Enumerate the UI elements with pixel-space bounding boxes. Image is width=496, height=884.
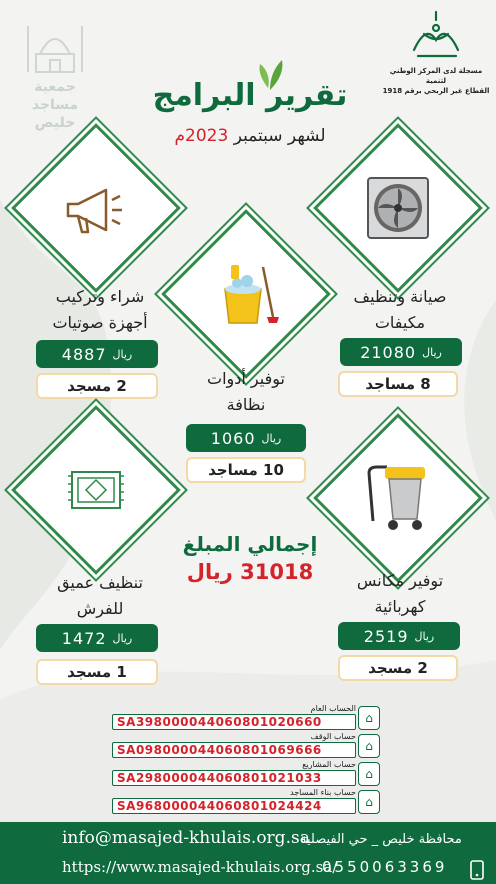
amount-currency: ريال [261,431,282,445]
total-label: إجمالي المبلغ [182,532,318,556]
bank-account-projects [112,760,380,790]
program-carpet-title-line1: تنظيف عميق [57,573,143,592]
bank-icon: ⌂ [358,706,380,730]
iban-prefix: SA [117,743,136,757]
iban-prefix: SA [117,771,136,785]
page-subtitle [130,126,370,146]
iban-field[interactable] [112,798,356,814]
program-ac-title [330,284,470,336]
program-audio-title-line1: شراء وتركيب [55,287,145,306]
program-carpet-title [30,570,170,622]
program-cleaning-mosques: 10 مساجد [186,457,306,483]
iban-number: 098000044060801069666 [135,743,322,757]
bank-account-label: حساب بناء المساجد [290,788,356,797]
program-ac-amount [340,338,462,366]
org-logo [380,10,492,96]
program-audio-mosques: 2 مسجد [36,373,158,399]
program-carpet-title-line2: للفرش [76,599,124,618]
amount-currency: ريال [414,629,435,643]
total-currency: ريال [186,560,233,584]
program-carpet-mosques: 1 مسجد [36,659,158,685]
program-vacuum-diamond [338,438,458,558]
program-vacuum-title-line1: توفير مكانس [356,571,444,590]
amount-value: 1472 [61,628,107,648]
amount-value: 21080 [360,342,417,362]
org-name-watermark-2: خليص [34,115,76,131]
program-vacuum-mosques: 2 مسجد [338,655,458,681]
carpet-icon [66,468,126,512]
bank-account-label: حساب الوقف [310,732,356,741]
program-ac-mosques: 8 مساجد [338,371,458,397]
program-audio-title-line2: أجهزة صوتيات [52,313,148,332]
program-cleaning-title [176,366,316,418]
bank-icon: ⌂ [358,734,380,758]
program-cleaning-title-line2: نظافة [226,395,266,414]
footer-website[interactable]: https://www.masajed-khulais.org.sa/ [62,858,338,876]
footer [0,822,496,884]
total-value: 31018 [240,560,314,584]
footer-phone[interactable]: 0550063369 [322,858,448,876]
iban-number: 968000044060801024424 [135,799,322,813]
program-audio-diamond [36,148,156,268]
program-vacuum-title [330,568,470,620]
iban-number: 398000044060801020660 [135,715,322,729]
bank-icon: ⌂ [358,762,380,786]
subtitle-month: لشهر سبتمبر [233,126,326,146]
bank-account-label: الحساب العام [310,704,356,713]
iban-field[interactable] [112,714,356,730]
amount-value: 4887 [61,344,107,364]
total-amount [165,560,335,584]
org-name-watermark: جمعية مساجد [31,79,79,113]
program-ac-title-line2: مكيفات [374,313,426,332]
program-audio-amount [36,340,158,368]
page-title: تقرير البرامج [152,78,348,113]
program-vacuum-title-line2: كهربائية [374,597,426,616]
bank-account-general [112,704,380,734]
iban-field[interactable] [112,770,356,786]
iban-prefix: SA [117,715,136,729]
mosque-icon [20,14,90,74]
vacuum-icon [363,463,433,533]
program-carpet-amount [36,624,158,652]
org-logo-watermark [10,14,100,131]
subtitle-year: 2023م [174,126,229,146]
iban-field[interactable] [112,742,356,758]
bank-icon: ⌂ [358,790,380,814]
phone-icon [470,860,484,880]
program-carpet-diamond [36,430,156,550]
cleaning-bucket-icon [211,261,281,327]
bank-account-label: حساب المشاريع [302,760,356,769]
amount-currency: ريال [422,345,442,359]
program-cleaning-title-line1: توفير أدوات [207,369,285,388]
bank-account-waqf [112,732,380,762]
program-ac-diamond [338,148,458,268]
megaphone-icon [60,178,132,238]
iban-prefix: SA [117,799,136,813]
amount-value: 1060 [210,428,256,448]
iban-number: 298000044060801021033 [135,771,322,785]
footer-location: محافظة خليص _ حي الفيصلية [300,832,462,847]
bank-account-building [112,788,380,818]
program-ac-title-line1: صيانة وتنظيف [353,287,447,306]
amount-currency: ريال [112,631,133,645]
registration-line-2: القطاع غير الربحي برقم 1918 [382,87,490,95]
amount-currency: ريال [112,347,133,361]
fan-icon [366,176,430,240]
program-cleaning-diamond [186,234,306,354]
calligraphy-logo-icon [406,10,466,62]
program-cleaning-amount [186,424,306,452]
program-audio-title [30,284,170,336]
footer-email[interactable]: info@masajed-khulais.org.sa [62,828,310,848]
registration-line-1: مسجلة لدى المركز الوطني لتنمية [389,67,483,85]
amount-value: 2519 [363,626,409,646]
program-vacuum-amount [338,622,460,650]
